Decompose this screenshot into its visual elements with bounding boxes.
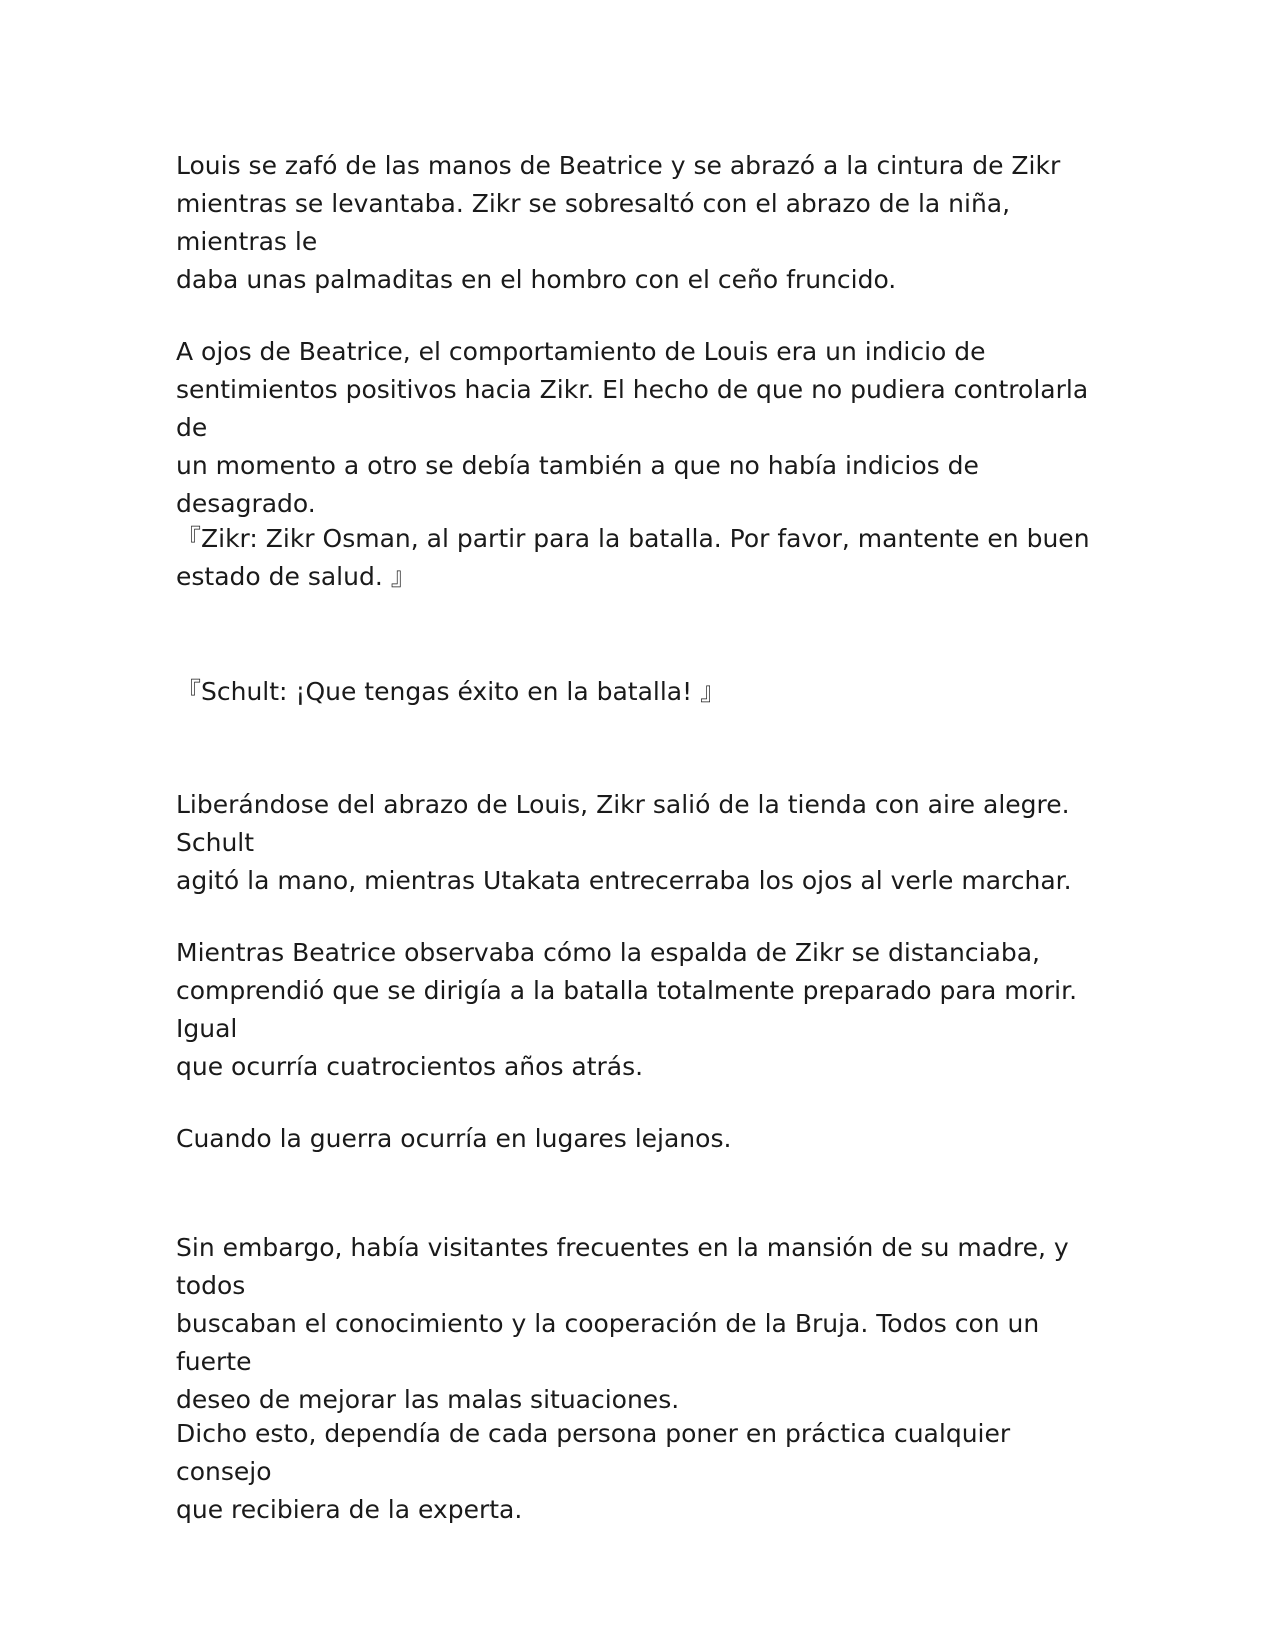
dialogue-zikr: 『Zikr: Zikr Osman, al partir para la batalla. Por favor, mantente en buen estado de salud. 』 — [176, 524, 1090, 591]
paragraph-6: Mientras Beatrice observaba cómo la espalda de Zikr se distanciaba, comprendió que se dirigía a la batalla totalmente preparado para morir. Igual que ocurría cuatrocientos años atrás. — [176, 938, 1078, 1081]
paragraph-7: Cuando la guerra ocurría en lugares lejanos. — [176, 1124, 732, 1153]
paragraph-1: Louis se zafó de las manos de Beatrice y se abrazó a la cintura de Zikr mientras se levantaba. Zikr se sobresaltó con el abrazo de la niña, mientras le daba unas palmaditas en el hombro con el ceño fruncido. — [176, 151, 1061, 294]
paragraph-9: Dicho esto, dependía de cada persona poner en práctica cualquier consejo que recibiera de la experta. — [176, 1419, 1011, 1524]
dialogue-schult: 『Schult: ¡Que tengas éxito en la batalla! 』 — [176, 677, 726, 706]
paragraph-8: Sin embargo, había visitantes frecuentes en la mansión de su madre, y todos buscaban el conocimiento y la cooperación de la Bruja. Todos con un fuerte deseo de mejorar las malas situaciones. — [176, 1233, 1069, 1414]
paragraph-2: A ojos de Beatrice, el comportamiento de Louis era un indicio de sentimientos positivos hacia Zikr. El hecho de que no pudiera controlarla de un momento a otro se debía también a que no había indicios de desagrado. — [176, 337, 1089, 518]
paragraph-5: Liberándose del abrazo de Louis, Zikr salió de la tienda con aire alegre. Schult agitó la mano, mientras Utakata entrecerraba los ojos al verle marchar. — [176, 790, 1072, 895]
